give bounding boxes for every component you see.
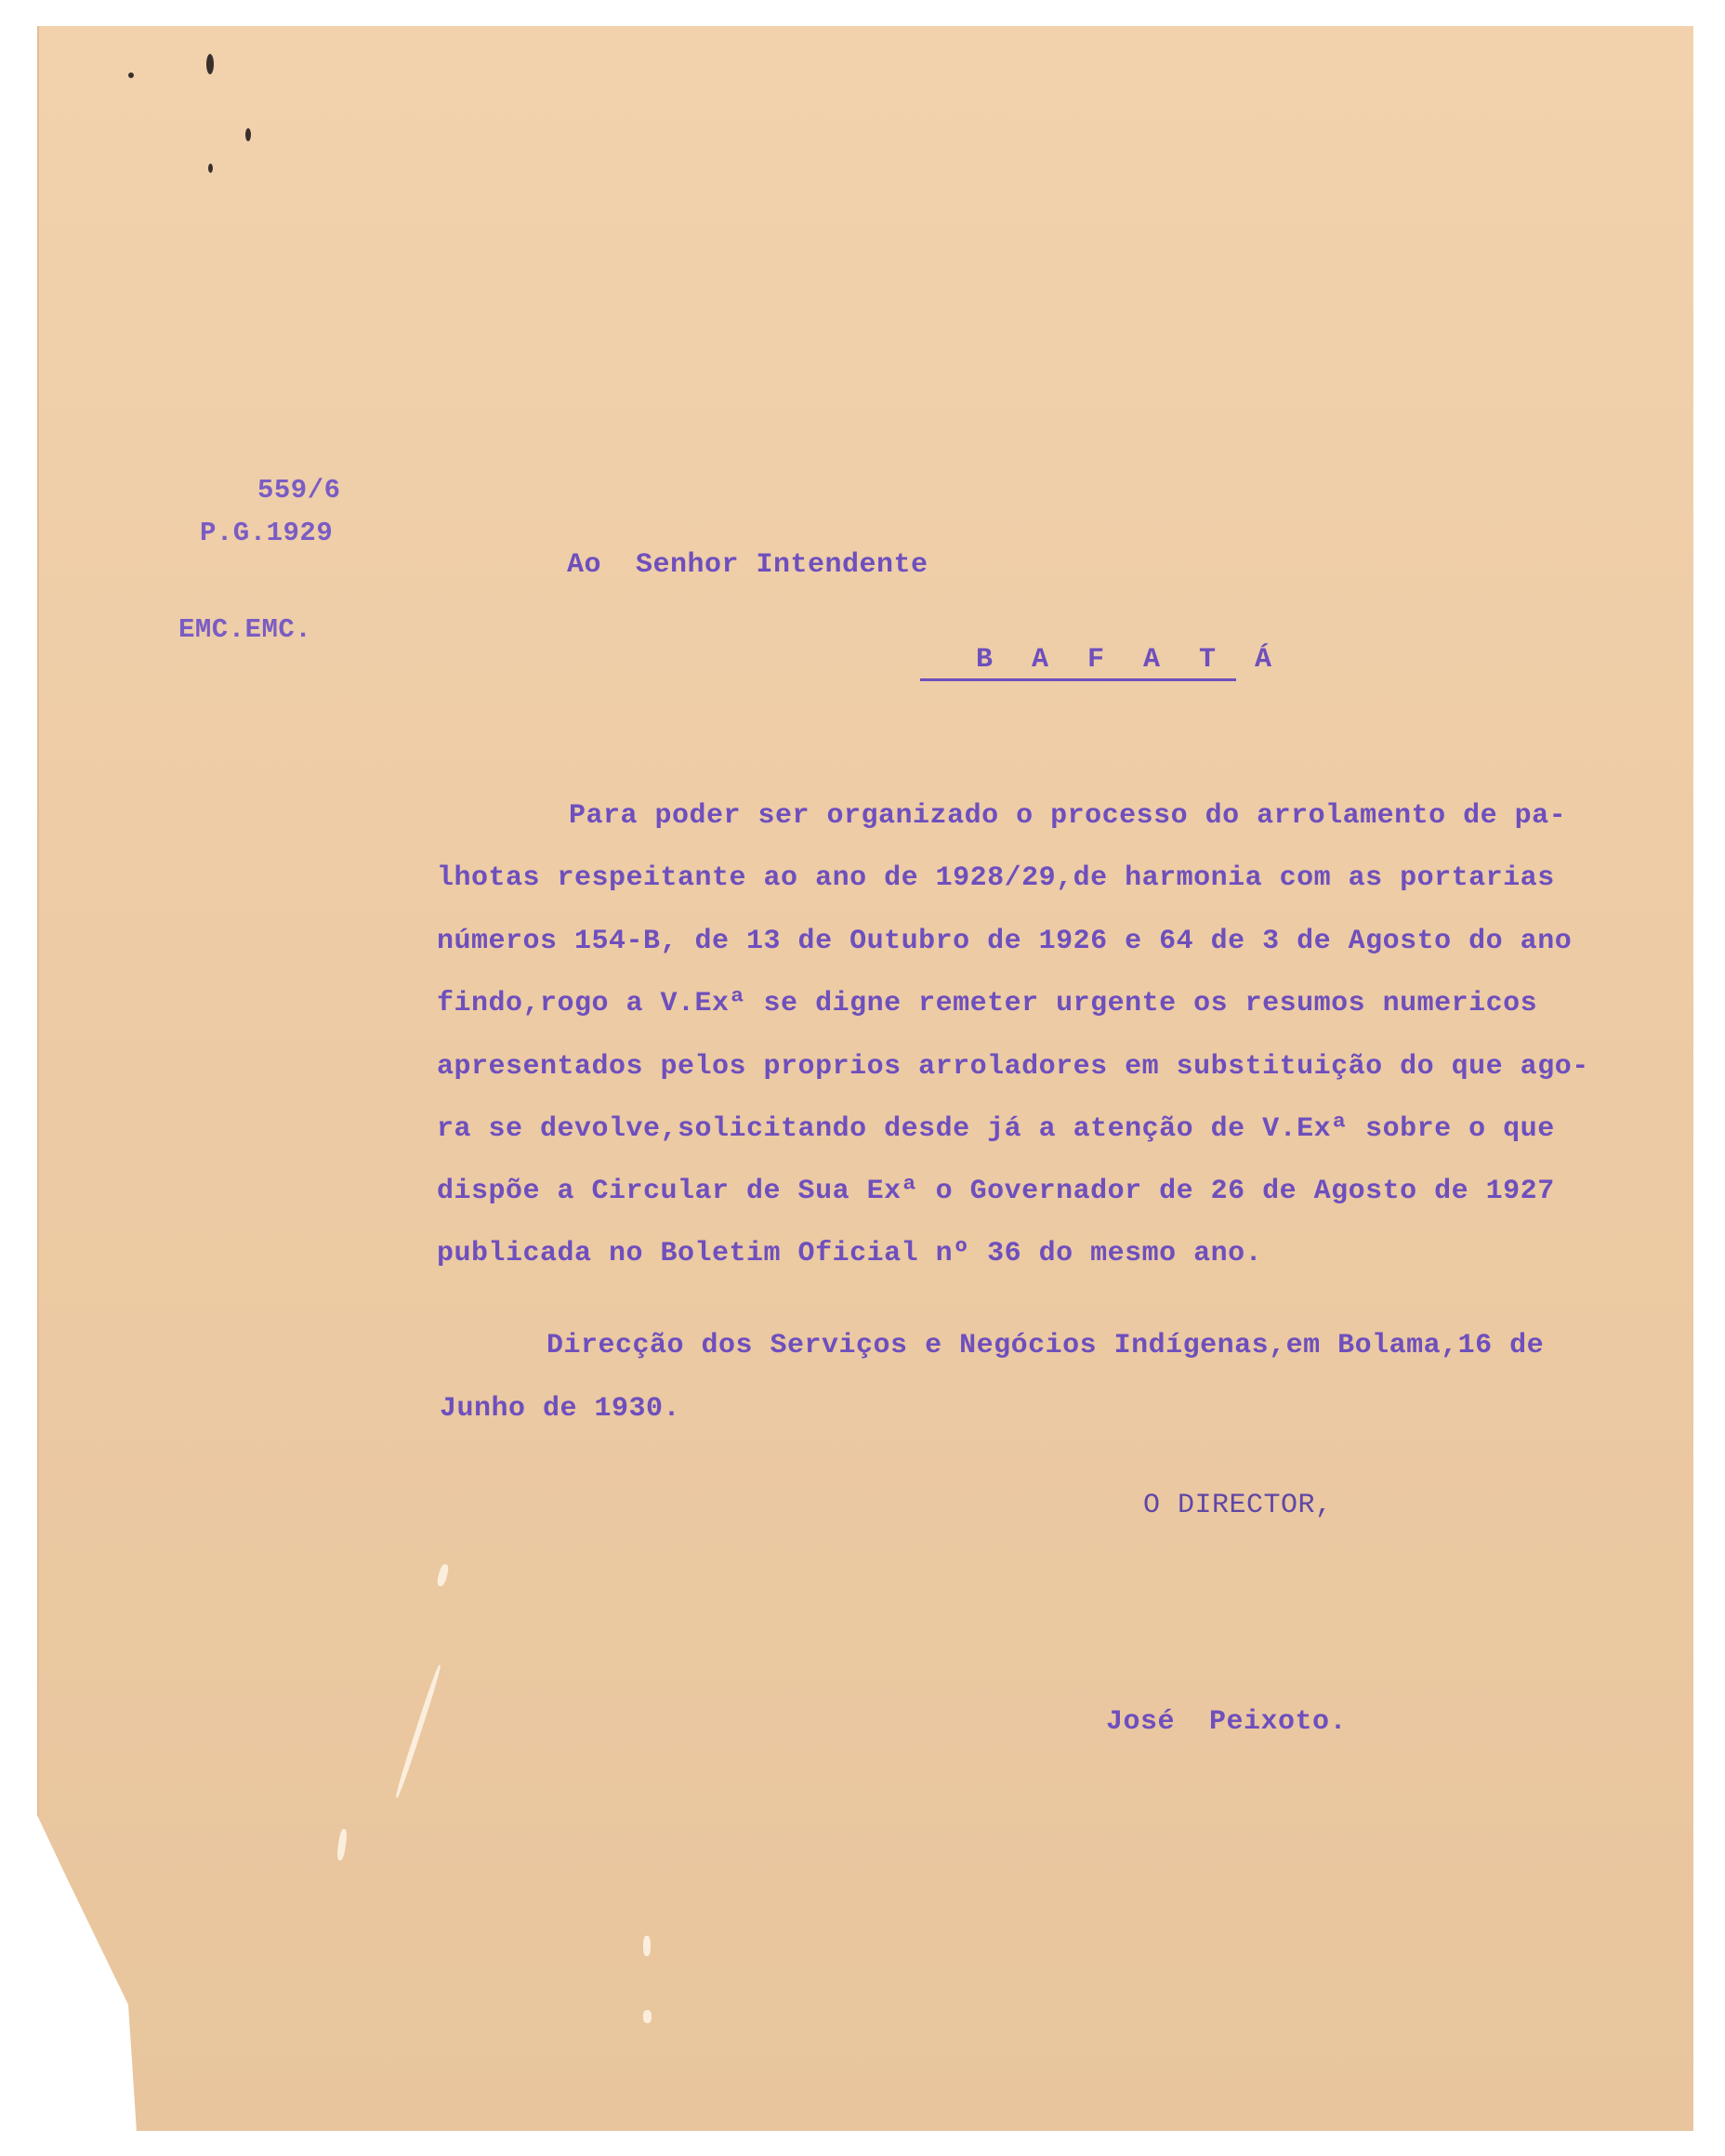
place-date-line: Direcção dos Serviços e Negócios Indígenas,em Bolama,16 de bbox=[546, 1330, 1545, 1361]
addressee-place: B A F A T Á bbox=[976, 644, 1284, 676]
body-line: findo,rogo a V.Exª se digne remeter urgente os resumos numericos bbox=[437, 988, 1538, 1019]
paper-mark bbox=[336, 1829, 349, 1861]
body-line: números 154-B, de 13 de Outubro de 1926 e 64 de 3 de Agosto do ano bbox=[437, 926, 1573, 957]
paper-mark bbox=[643, 1936, 651, 1956]
signature-name: José Peixoto. bbox=[1106, 1706, 1348, 1738]
paper-mark bbox=[394, 1664, 442, 1799]
punch-hole bbox=[128, 72, 134, 78]
body-line: apresentados pelos proprios arroladores em substituição do que ago- bbox=[437, 1051, 1589, 1083]
addressee-underline bbox=[920, 678, 1236, 681]
addressee-salutation: Ao Senhor Intendente bbox=[567, 549, 928, 581]
punch-hole bbox=[245, 128, 251, 141]
reference-number: 559/6 bbox=[257, 475, 341, 506]
paper-mark bbox=[436, 1563, 450, 1587]
punch-hole bbox=[206, 54, 214, 74]
punch-hole bbox=[208, 164, 213, 173]
body-line: ra se devolve,solicitando desde já a atenção de V.Exª sobre o que bbox=[437, 1113, 1555, 1145]
paper-mark bbox=[643, 2010, 652, 2023]
body-line: dispõe a Circular de Sua Exª o Governador de 26 de Agosto de 1927 bbox=[437, 1176, 1555, 1207]
body-line: publicada no Boletim Oficial nº 36 do mesmo ano. bbox=[437, 1238, 1263, 1269]
closing-title: O DIRECTOR, bbox=[1143, 1490, 1333, 1521]
place-date-line: Junho de 1930. bbox=[440, 1393, 681, 1425]
typist-initials: EMC.EMC. bbox=[178, 614, 312, 645]
body-line: lhotas respeitante ao ano de 1928/29,de harmonia com as portarias bbox=[437, 862, 1555, 894]
reference-file: P.G.1929 bbox=[200, 518, 334, 548]
body-line: Para poder ser organizado o processo do arrolamento de pa- bbox=[569, 800, 1567, 832]
